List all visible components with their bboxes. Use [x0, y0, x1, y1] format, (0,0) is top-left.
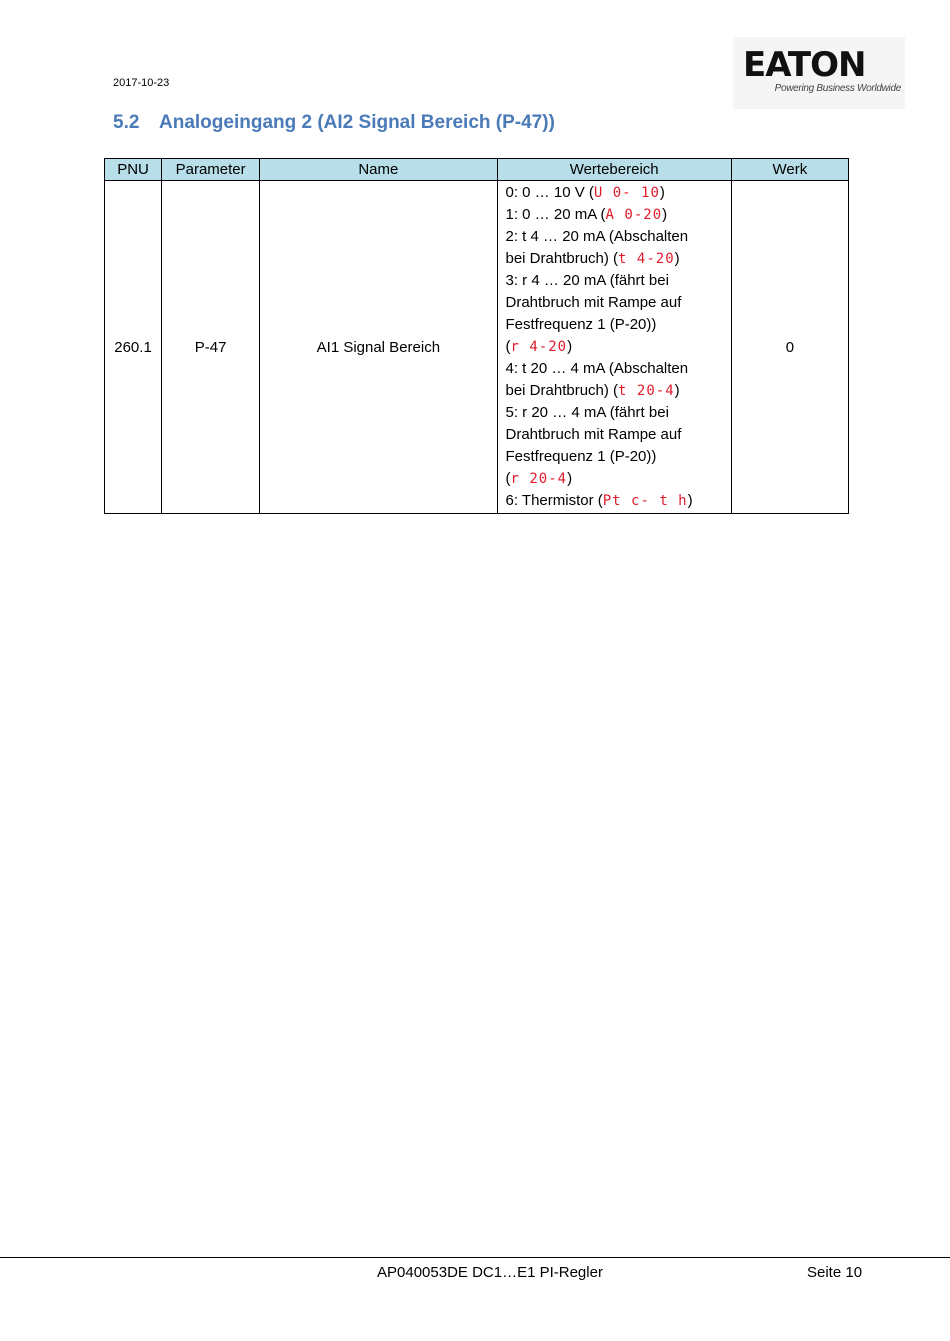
range-text-tail: ): [674, 250, 680, 267]
section-number: 5.2: [113, 112, 140, 133]
section-heading: [113, 112, 555, 134]
section-title: Analogeingang 2 (AI2 Signal Bereich (P-47)): [159, 112, 555, 133]
cell-parameter: P-47: [162, 181, 260, 514]
range-text: 5: r 20 … 4 mA (fährt bei: [505, 404, 669, 421]
range-text: Festfrequenz 1 (P-20)): [505, 448, 657, 465]
range-line: [506, 402, 725, 424]
display-code: U 0- 10: [593, 185, 660, 201]
range-text: 1: 0 … 20 mA (: [505, 206, 606, 223]
range-text-tail: ): [567, 338, 573, 355]
header-werk: Werk: [731, 159, 848, 181]
header-pnu: PNU: [105, 159, 162, 181]
eaton-logo: [733, 37, 905, 109]
range-text: (: [505, 338, 511, 355]
range-text: 0: 0 … 10 V (: [505, 184, 594, 201]
range-line: [506, 336, 725, 358]
cell-pnu: 260.1: [105, 181, 162, 514]
table-header-row: [105, 159, 849, 181]
range-line: [506, 490, 725, 512]
cell-werk: 0: [731, 181, 848, 514]
header-wertebereich: Wertebereich: [497, 159, 731, 181]
range-text-tail: ): [687, 492, 693, 509]
range-text: Drahtbruch mit Rampe auf: [505, 294, 682, 311]
display-code: r 4-20: [510, 339, 568, 355]
range-line: [506, 270, 725, 292]
range-text: Drahtbruch mit Rampe auf: [505, 426, 682, 443]
range-line: [506, 446, 725, 468]
range-text: 3: r 4 … 20 mA (fährt bei: [505, 272, 669, 289]
range-line: [506, 204, 725, 226]
range-text-tail: ): [659, 184, 665, 201]
display-code: Pt c- t h: [602, 493, 688, 509]
table-row: [105, 181, 849, 514]
header-name: Name: [260, 159, 497, 181]
range-line: [506, 380, 725, 402]
range-line: [506, 314, 725, 336]
cell-name: AI1 Signal Bereich: [260, 181, 497, 514]
display-code: r 20-4: [510, 471, 568, 487]
header-parameter: Parameter: [162, 159, 260, 181]
range-line: [506, 226, 725, 248]
range-text: bei Drahtbruch) (: [505, 382, 619, 399]
range-line: [506, 248, 725, 270]
logo-tagline: Powering Business Worldwide: [774, 83, 901, 94]
range-text: 4: t 20 … 4 mA (Abschalten: [505, 360, 689, 377]
display-code: A 0-20: [605, 207, 663, 223]
footer-divider: [0, 1257, 950, 1258]
range-line: [506, 292, 725, 314]
range-text: (: [505, 470, 511, 487]
range-line: [506, 468, 725, 490]
range-text: bei Drahtbruch) (: [505, 250, 619, 267]
logo-brand: EATON: [743, 45, 866, 85]
footer-page-number: Seite 10: [807, 1264, 863, 1281]
range-text-tail: ): [567, 470, 573, 487]
range-text: 2: t 4 … 20 mA (Abschalten: [505, 228, 689, 245]
range-line: [506, 182, 725, 204]
cell-wertebereich: [497, 181, 731, 514]
range-text-tail: ): [674, 382, 680, 399]
display-code: t 4-20: [618, 251, 675, 267]
range-line: [506, 358, 725, 380]
footer-document-title: AP040053DE DC1…E1 PI-Regler: [377, 1264, 603, 1281]
document-date: 2017-10-23: [113, 77, 170, 89]
range-text: Festfrequenz 1 (P-20)): [505, 316, 657, 333]
range-line: [506, 424, 725, 446]
range-text: 6: Thermistor (: [505, 492, 603, 509]
range-text-tail: ): [662, 206, 668, 223]
parameter-table: [104, 158, 849, 514]
display-code: t 20-4: [618, 383, 675, 399]
